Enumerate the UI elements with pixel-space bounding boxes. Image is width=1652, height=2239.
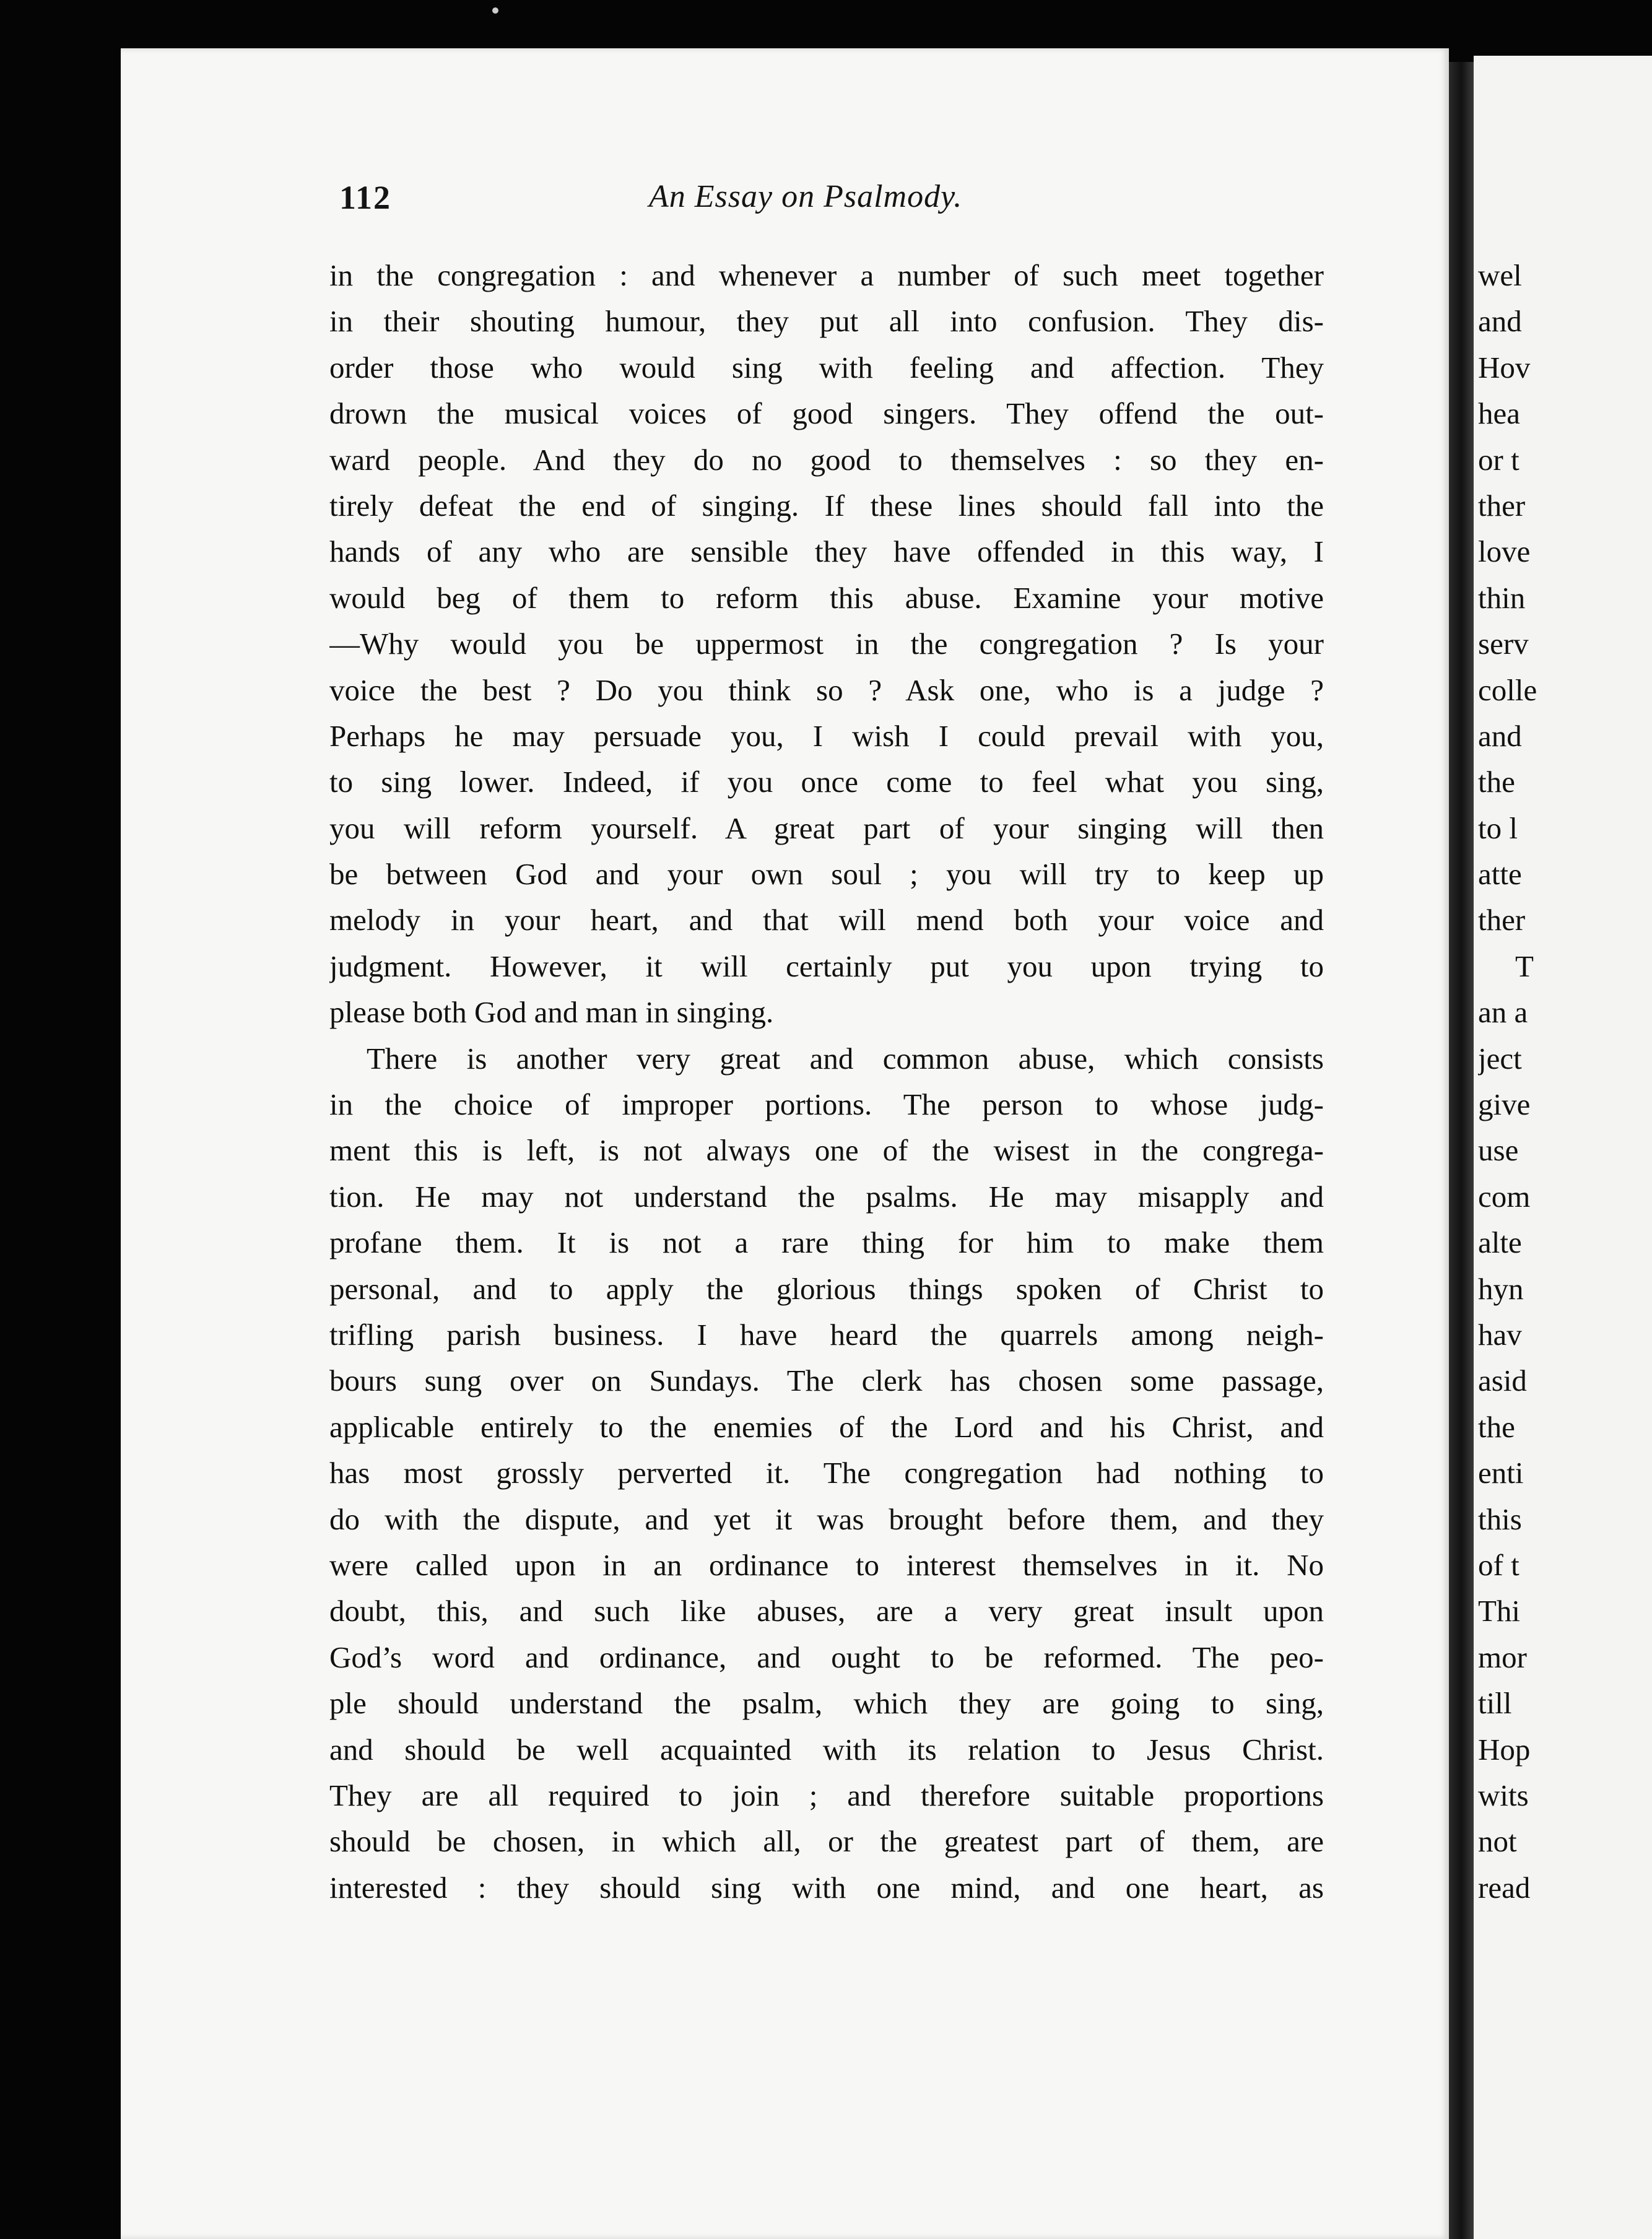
fragment-line: T <box>1515 949 1534 983</box>
text-line: doubt, this, and such like abuses, are a very great insult upon <box>329 1594 1324 1628</box>
fragment-line: use <box>1478 1133 1519 1168</box>
fragment-line: the <box>1478 1409 1515 1444</box>
text-line: personal, and to apply the glorious things spoken of Christ to <box>329 1271 1324 1306</box>
fragment-line: or t <box>1478 442 1519 477</box>
text-line: Perhaps he may persuade you, I wish I could prevail with you, <box>329 718 1324 753</box>
fragment-line: give <box>1478 1087 1531 1122</box>
left-page-body <box>329 253 1324 1911</box>
page-number: 112 <box>339 179 392 216</box>
fragment-line: hea <box>1478 396 1520 431</box>
fragment-line: mor <box>1478 1640 1527 1674</box>
fragment-line: thin <box>1478 580 1526 615</box>
text-line: in their shouting humour, they put all into confusion. They dis- <box>329 304 1324 339</box>
fragment-line: love <box>1478 534 1531 569</box>
book-gutter <box>1449 62 1474 2239</box>
fragment-line: hav <box>1478 1317 1522 1352</box>
text-line: would beg of them to reform this abuse. Examine your motive <box>329 580 1324 615</box>
fragment-line: wits <box>1478 1778 1529 1812</box>
text-line: ple should understand the psalm, which they are going to sing, <box>329 1686 1324 1721</box>
text-line: do with the dispute, and yet it was brought before them, and they <box>329 1502 1324 1536</box>
text-line: drown the musical voices of good singers. They offend the out- <box>329 396 1324 431</box>
text-line: bours sung over on Sundays. The clerk has chosen some passage, <box>329 1363 1324 1398</box>
text-line: ment this is left, is not always one of the wisest in the congrega- <box>329 1133 1324 1168</box>
fragment-line: com <box>1478 1179 1531 1214</box>
text-line: to sing lower. Indeed, if you once come to feel what you sing, <box>329 765 1324 799</box>
text-line: order those who would sing with feeling and affection. They <box>329 350 1324 385</box>
fragment-line: atte <box>1478 857 1522 892</box>
fragment-line: ject <box>1478 1041 1522 1076</box>
text-line: be between God and your own soul ; you will try to keep up <box>329 857 1324 892</box>
text-line: profane them. It is not a rare thing for him to make them <box>329 1225 1324 1260</box>
fragment-line: wel <box>1478 258 1522 292</box>
text-line: judgment. However, it will certainly put you upon trying to <box>329 949 1324 983</box>
text-line: were called upon in an ordinance to interest themselves in it. No <box>329 1547 1324 1582</box>
fragment-line: till <box>1478 1686 1512 1721</box>
text-line: should be chosen, in which all, or the greatest part of them, are <box>329 1824 1324 1859</box>
fragment-line: Thi <box>1478 1594 1521 1628</box>
fragment-line: and <box>1478 304 1522 339</box>
text-line: They are all required to join ; and therefore suitable proportions <box>329 1778 1324 1812</box>
text-line: interested : they should sing with one mind, and one heart, as <box>329 1870 1324 1905</box>
right-page-fragments <box>1478 253 1652 1911</box>
fragment-line: and <box>1478 718 1522 753</box>
fragment-line: asid <box>1478 1363 1527 1398</box>
text-line: in the choice of improper portions. The person to whose judg- <box>329 1087 1324 1122</box>
text-line: God’s word and ordinance, and ought to be reformed. The peo- <box>329 1640 1324 1674</box>
text-line: you will reform yourself. A great part of your singing will then <box>329 811 1324 845</box>
fragment-line: Hop <box>1478 1732 1531 1767</box>
text-line: has most grossly perverted it. The congregation had nothing to <box>329 1456 1324 1490</box>
fragment-line: alte <box>1478 1225 1522 1260</box>
scan-speck <box>492 7 498 14</box>
fragment-line: hyn <box>1478 1271 1524 1306</box>
fragment-line: ther <box>1478 903 1526 937</box>
fragment-line: to l <box>1478 811 1518 845</box>
fragment-line: colle <box>1478 672 1537 707</box>
text-line: please both God and man in singing. <box>329 995 774 1030</box>
text-line: trifling parish business. I have heard the quarrels among neigh- <box>329 1317 1324 1352</box>
fragment-line: not <box>1478 1824 1517 1859</box>
text-line: tirely defeat the end of singing. If these lines should fall into the <box>329 488 1324 523</box>
fragment-line: Hov <box>1478 350 1531 385</box>
fragment-line: of t <box>1478 1547 1519 1582</box>
text-line: tion. He may not understand the psalms. He may misapply and <box>329 1179 1324 1214</box>
fragment-line: the <box>1478 765 1515 799</box>
fragment-line: read <box>1478 1870 1531 1905</box>
text-line: and should be well acquainted with its relation to Jesus Christ. <box>329 1732 1324 1767</box>
fragment-line: serv <box>1478 627 1529 661</box>
text-line: hands of any who are sensible they have offended in this way, I <box>329 534 1324 569</box>
fragment-line: ther <box>1478 488 1526 523</box>
fragment-line: an a <box>1478 995 1528 1030</box>
text-line: voice the best ? Do you think so ? Ask one, who is a judge ? <box>329 672 1324 707</box>
text-line: applicable entirely to the enemies of the Lord and his Christ, and <box>329 1409 1324 1444</box>
running-title: An Essay on Psalmody. <box>649 179 963 214</box>
text-line: ward people. And they do no good to themselves : so they en- <box>329 442 1324 477</box>
text-line: in the congregation : and whenever a number of such meet together <box>329 258 1324 292</box>
fragment-line: this <box>1478 1502 1522 1536</box>
text-line: There is another very great and common abuse, which consists <box>367 1041 1324 1076</box>
running-head <box>339 178 1355 228</box>
text-line: —Why would you be uppermost in the congregation ? Is your <box>329 627 1324 661</box>
fragment-line: enti <box>1478 1456 1524 1490</box>
text-line: melody in your heart, and that will mend both your voice and <box>329 903 1324 937</box>
